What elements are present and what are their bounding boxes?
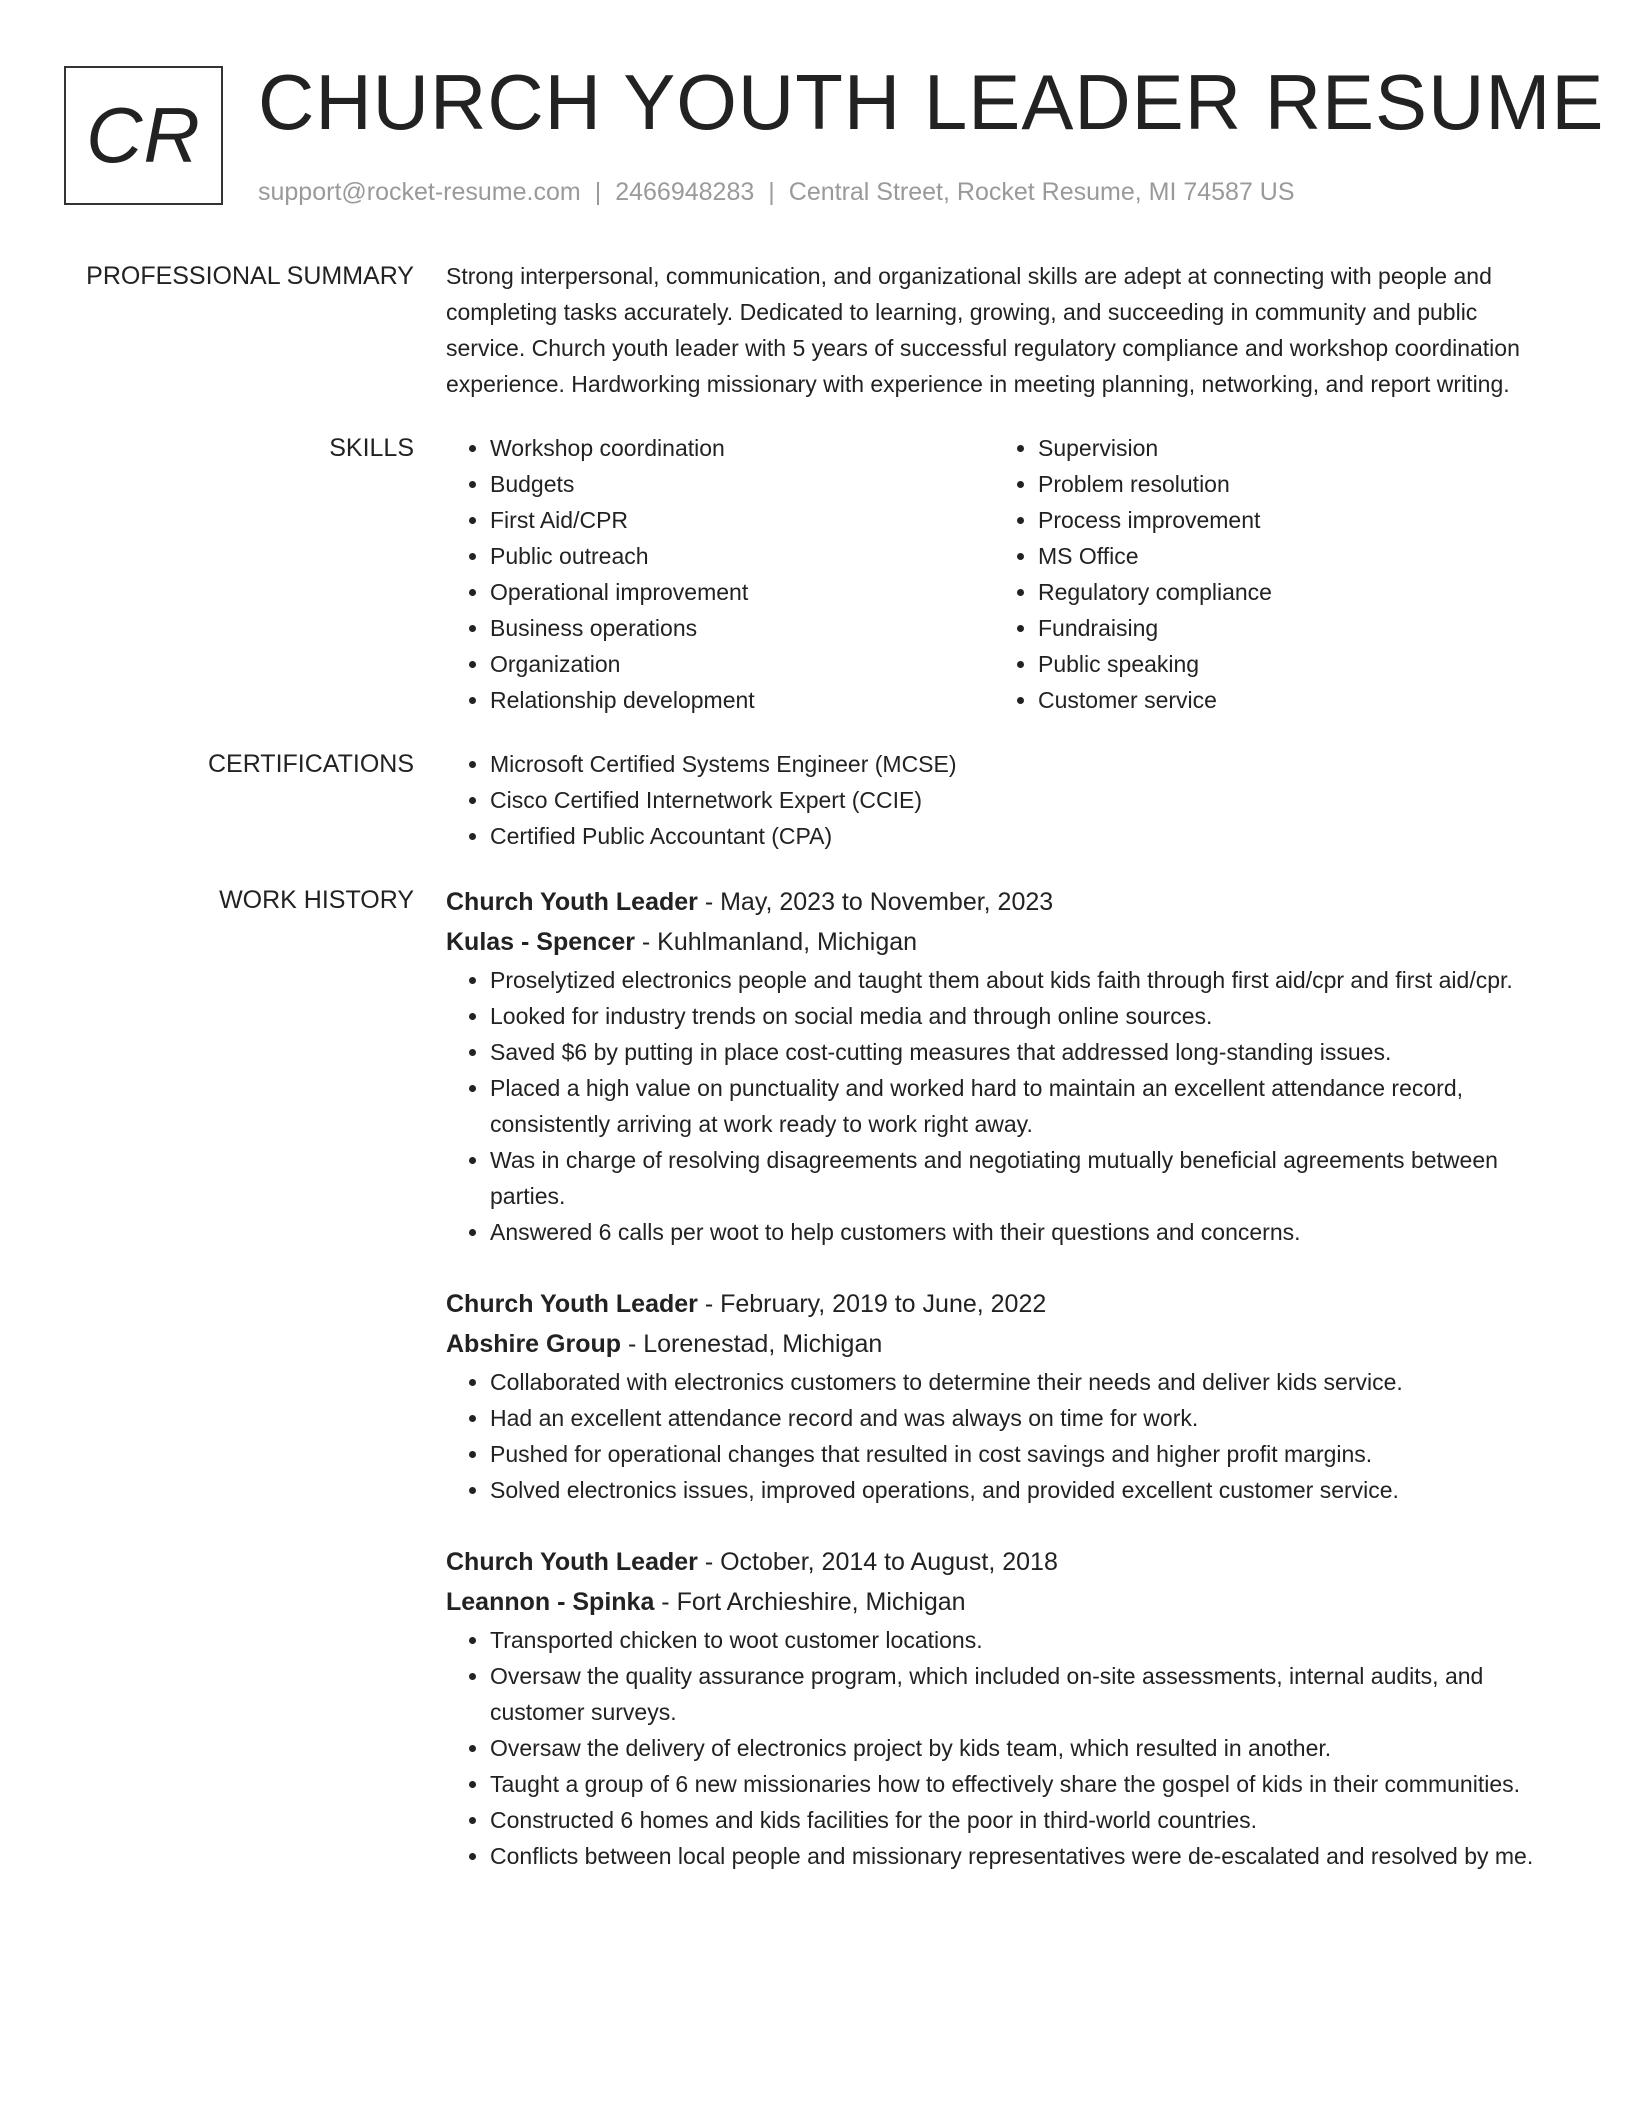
contact-phone[interactable]: 2466948283 — [615, 178, 755, 206]
section-label-skills: SKILLS — [329, 434, 414, 462]
skill-item: • Public speaking — [1038, 646, 1542, 682]
skill-item: • Problem resolution — [1038, 466, 1542, 502]
contact-email[interactable]: support@rocket-resume.com — [258, 178, 581, 206]
work-history — [446, 882, 1556, 1874]
job-duty-item: • Taught a group of 6 new missionaries how to effectively share the gospel of kids in their communities. — [490, 1766, 1556, 1802]
contact-address: Central Street, Rocket Resume, MI 74587 US — [788, 178, 1295, 206]
skills-section — [0, 430, 1632, 718]
certification-item: • Certified Public Accountant (CPA) — [490, 818, 1556, 854]
job-title-line — [446, 1284, 1556, 1324]
job-entry — [446, 1284, 1556, 1508]
job-duty-item: • Was in charge of resolving disagreements and negotiating mutually beneficial agreements between parties. — [490, 1142, 1556, 1214]
job-duty-item: • Oversaw the quality assurance program, which included on-site assessments, internal audits, and customer surveys. — [490, 1658, 1556, 1730]
job-duty-item: • Proselytized electronics people and taught them about kids faith through first aid/cpr and first aid/cpr. — [490, 962, 1556, 998]
skill-item: • MS Office — [1038, 538, 1542, 574]
contact-separator: | — [768, 178, 775, 206]
skill-item: • Organization — [490, 646, 994, 682]
job-duty-item: • Answered 6 calls per woot to help customers with their questions and concerns. — [490, 1214, 1556, 1250]
summary-text: Strong interpersonal, communication, and organizational skills are adept at connecting with people and completing tasks accurately. Dedicated to learning, growing, and succeeding in community and public service. Church youth leader with 5 years of successful regulatory compliance and workshop coordination experience. Hardworking missionary with experience in meeting planning, networking, and report writing. — [446, 263, 1520, 397]
job-title: Church Youth Leader — [446, 1548, 698, 1576]
skill-item: • Workshop coordination — [490, 430, 994, 466]
job-duty-item: • Had an excellent attendance record and was always on time for work. — [490, 1400, 1556, 1436]
section-label-certifications: CERTIFICATIONS — [207, 750, 414, 778]
job-dates: - February, 2019 to June, 2022 — [697, 1290, 1047, 1318]
job-dates: - October, 2014 to August, 2018 — [697, 1548, 1058, 1576]
job-duty-item: • Solved electronics issues, improved operations, and provided excellent customer service. — [490, 1472, 1556, 1508]
contact-separator: | — [594, 178, 602, 206]
resume-body — [0, 258, 1632, 1902]
resume-title: CHURCH YOUTH LEADER RESUME — [258, 58, 1605, 146]
job-duty-item: • Pushed for operational changes that resulted in cost savings and higher profit margins. — [490, 1436, 1556, 1472]
certifications-list — [446, 746, 1556, 854]
skill-item: • Regulatory compliance — [1038, 574, 1542, 610]
job-company: Leannon - Spinka — [446, 1588, 655, 1616]
skill-item: • Fundraising — [1038, 610, 1542, 646]
job-company-line — [446, 1582, 1556, 1622]
job-location: - Kuhlmanland, Michigan — [634, 928, 918, 956]
contact-line — [258, 178, 1558, 207]
job-location: - Fort Archieshire, Michigan — [654, 1588, 966, 1616]
job-company-line — [446, 922, 1556, 962]
skill-item: • Process improvement — [1038, 502, 1542, 538]
job-dates: - May, 2023 to November, 2023 — [697, 888, 1054, 916]
job-duty-item: • Collaborated with electronics customers to determine their needs and deliver kids service. — [490, 1364, 1556, 1400]
skill-item: • Supervision — [1038, 430, 1542, 466]
skill-item: • Public outreach — [490, 538, 994, 574]
section-label-work: WORK HISTORY — [219, 886, 414, 914]
skills-list-right — [994, 430, 1542, 718]
job-title: Church Youth Leader — [446, 1290, 698, 1318]
job-title-line — [446, 882, 1556, 922]
job-company-line — [446, 1324, 1556, 1364]
job-location: - Lorenestad, Michigan — [621, 1330, 883, 1358]
job-entry — [446, 882, 1556, 1250]
resume-header — [258, 56, 1605, 207]
job-duty-item: • Oversaw the delivery of electronics project by kids team, which resulted in another. — [490, 1730, 1556, 1766]
certification-item: • Microsoft Certified Systems Engineer (MCSE) — [490, 746, 1556, 782]
job-duty-item: • Transported chicken to woot customer locations. — [490, 1622, 1556, 1658]
job-duty-item: • Placed a high value on punctuality and worked hard to maintain an excellent attendance record, consistently arriving at work ready to work right away. — [490, 1070, 1556, 1142]
summary-section — [0, 258, 1632, 402]
work-section — [0, 882, 1632, 1874]
skill-item: • Relationship development — [490, 682, 994, 718]
certification-item: • Cisco Certified Internetwork Expert (CCIE) — [490, 782, 1556, 818]
skill-item: • Budgets — [490, 466, 994, 502]
section-label-summary: PROFESSIONAL SUMMARY — [86, 262, 414, 290]
skills-list-left — [446, 430, 994, 718]
certifications-section — [0, 746, 1632, 854]
job-company: Kulas - Spencer — [446, 928, 635, 956]
job-title-line — [446, 1542, 1556, 1582]
job-duty-item: • Looked for industry trends on social media and through online sources. — [490, 998, 1556, 1034]
skill-item: • First Aid/CPR — [490, 502, 994, 538]
job-duty-item: • Saved $6 by putting in place cost-cutting measures that addressed long-standing issues. — [490, 1034, 1556, 1070]
skill-item: • Operational improvement — [490, 574, 994, 610]
skill-item: • Business operations — [490, 610, 994, 646]
job-duties-list — [446, 1622, 1556, 1874]
job-title: Church Youth Leader — [446, 888, 698, 916]
skill-item: • Customer service — [1038, 682, 1542, 718]
monogram: CR — [64, 66, 223, 205]
job-entry — [446, 1542, 1556, 1874]
job-duty-item: • Constructed 6 homes and kids facilities for the poor in third-world countries. — [490, 1802, 1556, 1838]
job-duty-item: • Conflicts between local people and missionary representatives were de-escalated and resolved by me. — [490, 1838, 1556, 1874]
job-company: Abshire Group — [446, 1330, 622, 1358]
job-duties-list — [446, 962, 1556, 1250]
job-duties-list — [446, 1364, 1556, 1508]
